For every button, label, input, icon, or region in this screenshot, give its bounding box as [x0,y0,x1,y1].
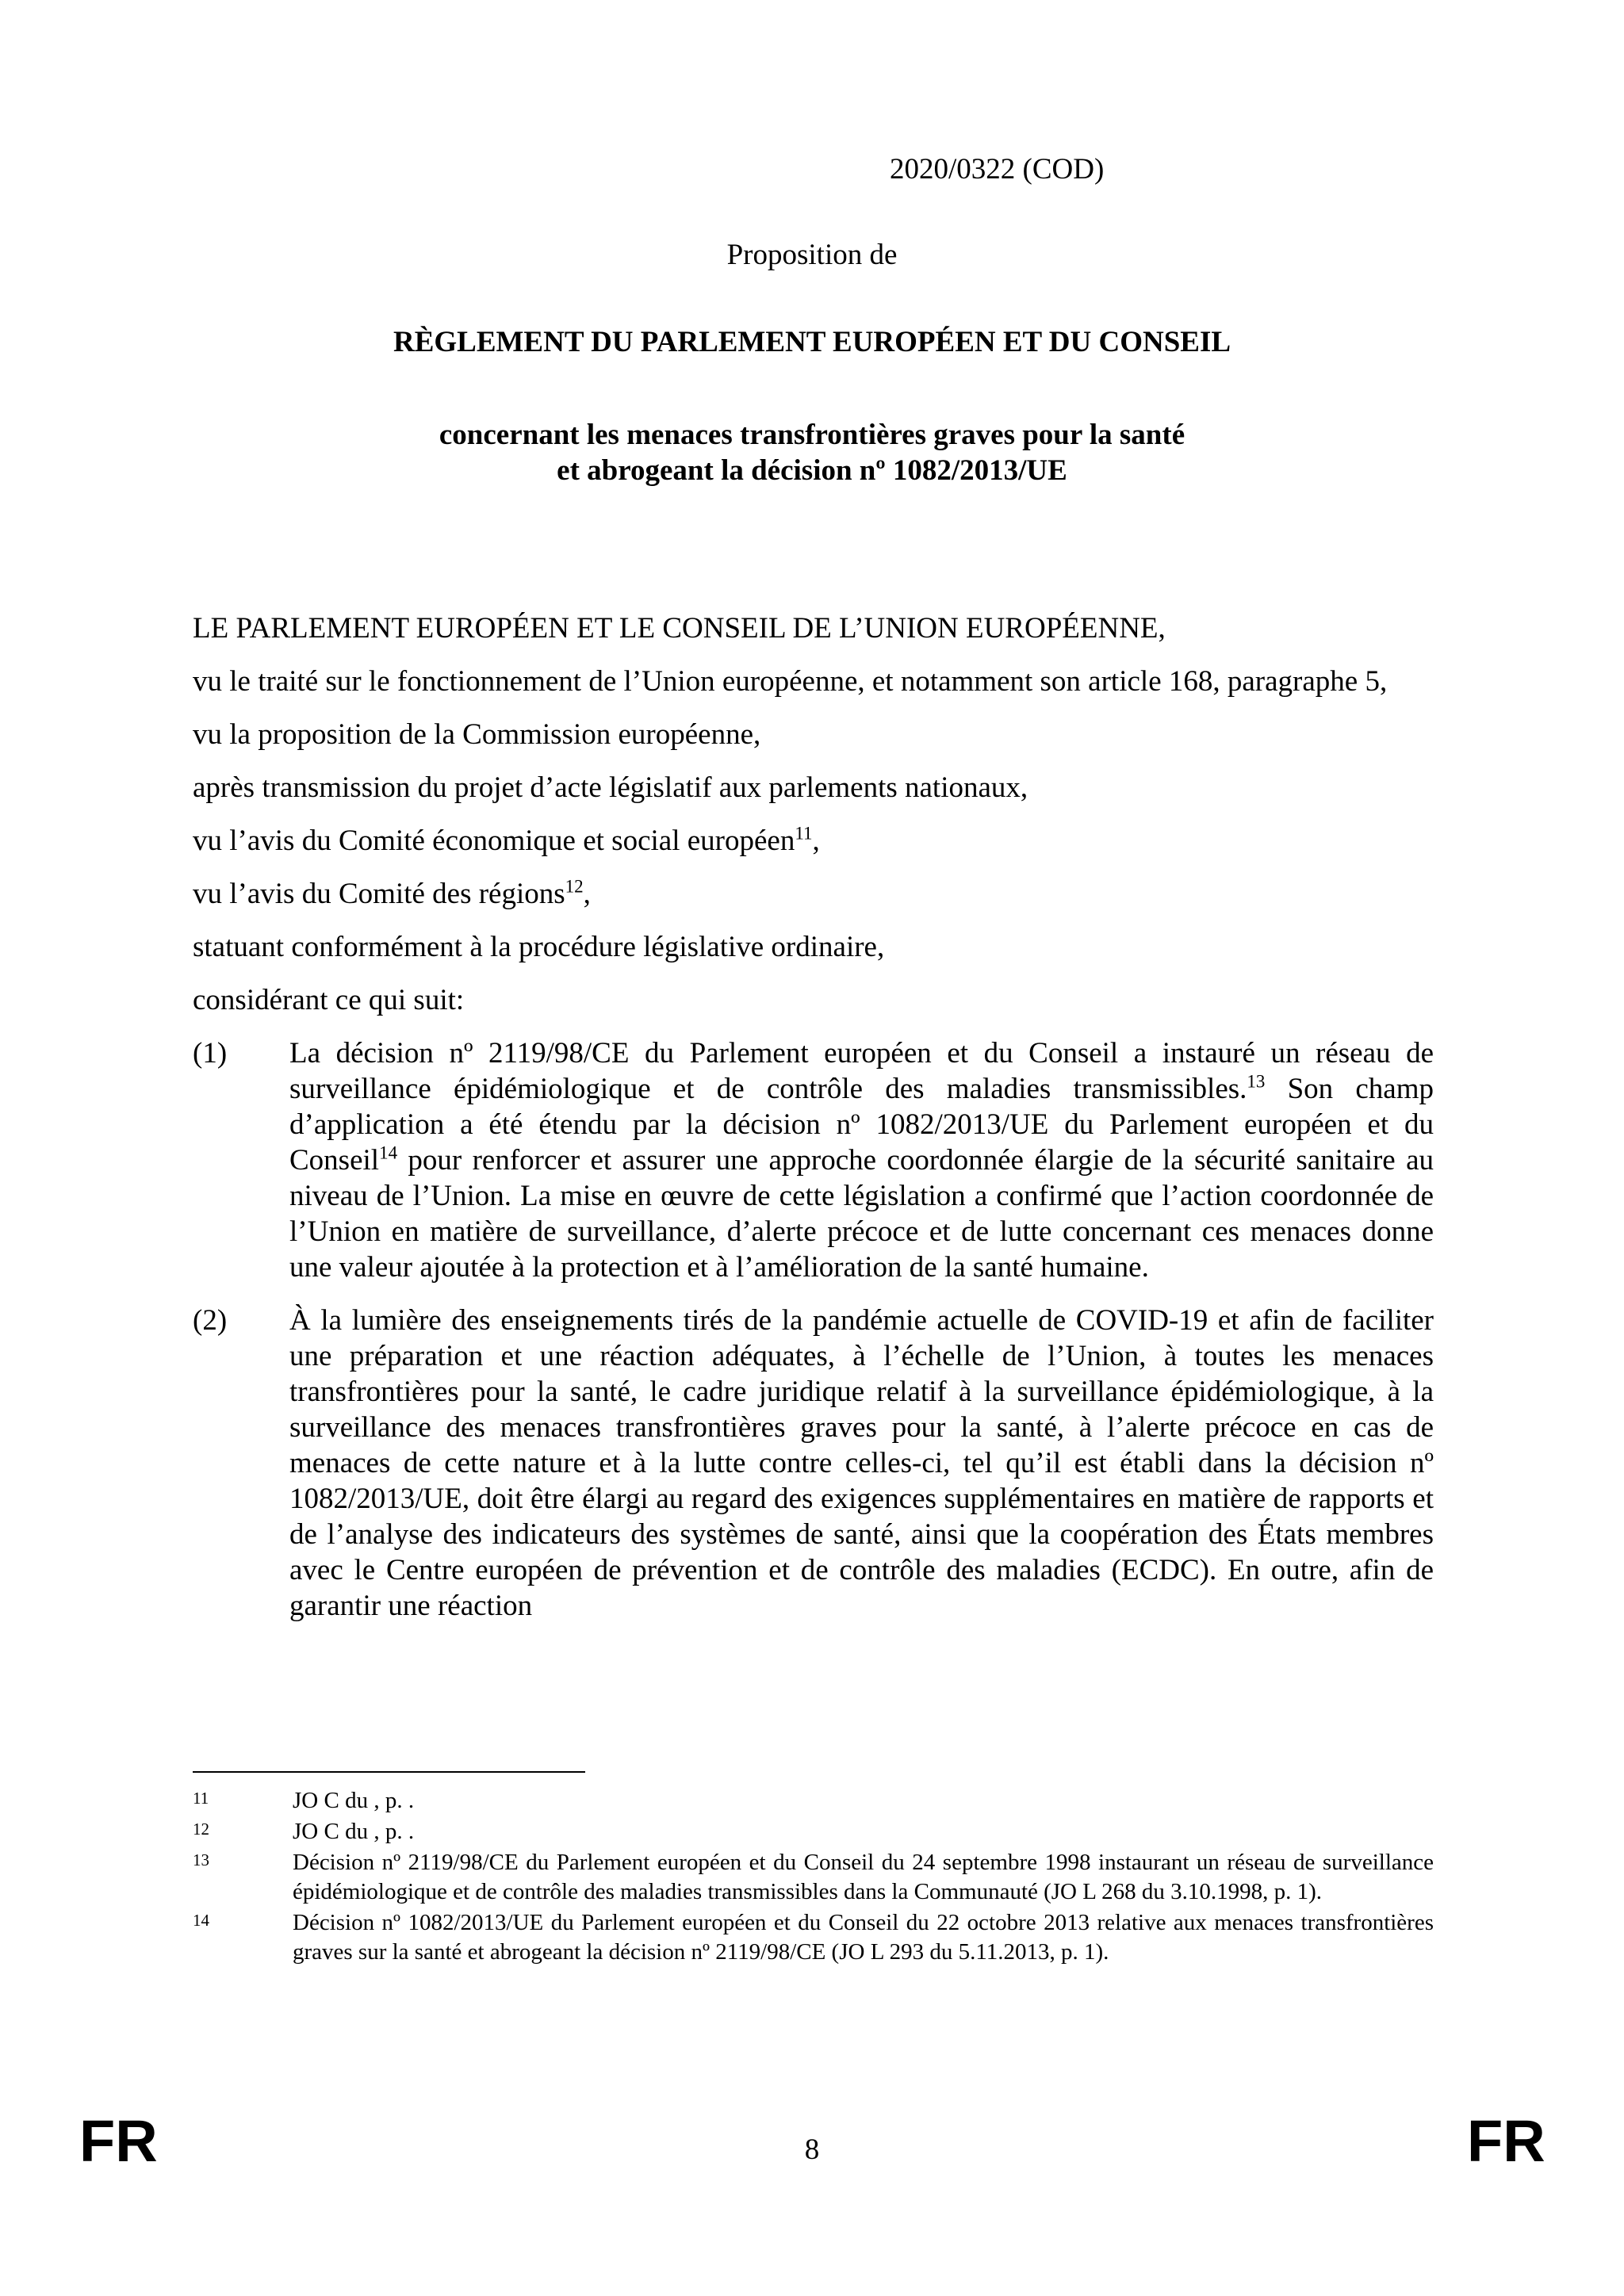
procedure-reference: 2020/0322 (COD) [890,153,1105,186]
footnote-ref: 14 [379,1142,398,1163]
recital-text-part: pour renforcer et assurer une approche coordonnée élargie de la sécurité sanitaire au niveau de l’Union. La mise en œuvre de cette législation a confirmé que l’action coordonnée de l’Union en matière de surveillance, d’alerte précoce et de lutte concernant ces menaces donne une valeur ajoutée à la protection et à l’amélioration de la santé humaine. [289,1144,1434,1284]
footnote-item [193,1848,1434,1907]
document-subtitle [0,417,1624,488]
footnote-text: Décision nº 1082/2013/UE du Parlement européen et du Conseil du 22 octobre 2013 relative aux menaces transfrontières graves sur la santé et abrogeant la décision nº 2119/98/CE (JO L 293 du 5.11.2013, p. 1). [293,1910,1434,1965]
subtitle-line-2: et abrogeant la décision nº 1082/2013/UE [557,454,1067,487]
footnotes [193,1786,1434,1969]
document-body [193,610,1434,1641]
footnote-text: JO C du , p. . [293,1788,415,1813]
footnote-item [193,1908,1434,1967]
preamble-line: vu la proposition de la Commission européenne, [193,718,761,751]
preamble-line [193,876,1434,912]
preamble-line: statuant conformément à la procédure législative ordinaire, [193,931,885,963]
document-title: RÈGLEMENT DU PARLEMENT EUROPÉEN ET DU CONSEIL [393,326,1231,358]
footnote-number: 11 [193,1789,209,1808]
footnote-text: Décision nº 2119/98/CE du Parlement européen et du Conseil du 24 septembre 1998 instaurant un réseau de surveillance épidémiologique et de contrôle des maladies transmissibles dans la Communauté (JO L 268 du 3.10.1998, p. 1). [293,1850,1434,1904]
footnote-item [193,1817,1434,1846]
recital-number: (2) [193,1304,228,1337]
recital-text-part: Son champ d’application a été étendu par la décision nº 1082/2013/UE du Parlement européen et du Conseil [289,1073,1434,1177]
footnote-number: 13 [193,1850,209,1869]
footnote-ref: 12 [565,876,584,897]
preamble-line: après transmission du projet d’acte législatif aux parlements nationaux, [193,771,1028,804]
recital-text: À la lumière des enseignements tirés de la pandémie actuelle de COVID-19 et afin de faciliter une préparation et une réaction adéquates, à l’échelle de l’Union, à toutes les menaces transfrontières pour la santé, le cadre juridique relatif à la surveillance épidémiologique, à la surveillance des menaces transfrontières graves pour la santé, à l’alerte précoce en cas de menaces de cette nature et à la lutte contre celles-ci, tel qu’il est établi dans la décision nº 1082/2013/UE, doit être élargi au regard des exigences supplémentaires en matière de rapports et de l’analyse des indicateurs des systèmes de santé, ainsi que la coopération des États membres avec le Centre européen de prévention et de contrôle des maladies (ECDC). En outre, afin de garantir une réaction [289,1304,1434,1622]
footnote-item [193,1786,1434,1816]
subtitle-line-1: concernant les menaces transfrontières graves pour la santé [439,419,1185,451]
proposal-intro: Proposition de [726,239,898,271]
preamble-line: vu le traité sur le fonctionnement de l’Union européenne, et notamment son article 168, paragraphe 5, [193,665,1388,698]
footnote-text: JO C du , p. . [293,1819,415,1844]
preamble-text: vu l’avis du Comité des régions [193,878,565,910]
footnote-ref: 13 [1247,1071,1266,1092]
recital-text [289,1035,1434,1285]
footnote-separator [193,1771,585,1773]
page-number: 8 [804,2133,820,2166]
punctuation: , [583,878,591,910]
preamble-text: vu l’avis du Comité économique et social européen [193,825,795,857]
preamble-line: considérant ce qui suit: [193,984,465,1016]
preamble-line [193,823,1434,859]
recital-2 [193,1303,1434,1624]
language-code-right: FR [1467,2108,1545,2174]
recital-1 [193,1035,1434,1285]
recital-number: (1) [193,1037,228,1070]
recital-text-part: La décision nº 2119/98/CE du Parlement européen et du Conseil a instauré un réseau de surveillance épidémiologique et de contrôle des maladies transmissibles. [289,1037,1434,1105]
footnote-number: 14 [193,1911,209,1930]
footnote-number: 12 [193,1820,209,1839]
footnote-ref: 11 [795,823,813,844]
preamble-line: LE PARLEMENT EUROPÉEN ET LE CONSEIL DE L’UNION EUROPÉENNE, [193,612,1166,645]
language-code-left: FR [79,2108,158,2174]
punctuation: , [812,825,820,857]
